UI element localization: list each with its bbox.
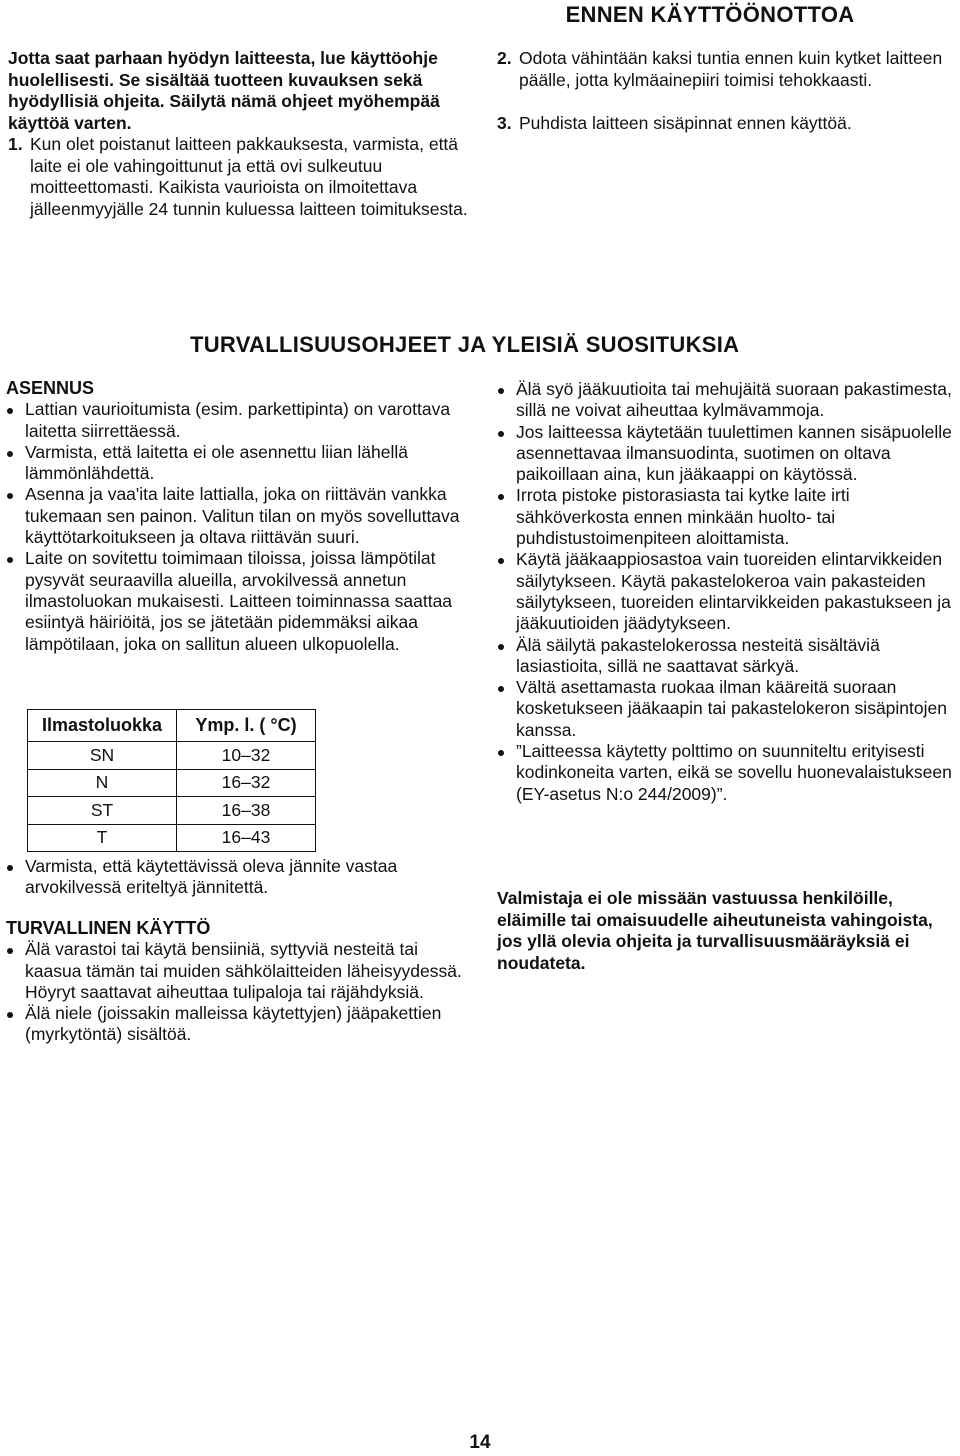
installation-section [6,378,468,655]
list-item [497,549,957,634]
table-row [28,769,316,797]
bullet-icon [498,558,504,564]
bullet-icon [498,494,504,500]
bullet-icon [498,686,504,692]
list-item [497,422,957,486]
step-number: 3. [497,113,512,133]
table-cell: 16–32 [177,769,316,797]
bullet-icon [7,1012,13,1018]
step-3 [497,113,957,137]
bullet-icon [498,388,504,394]
table-header-row [28,710,316,742]
list-item [497,741,957,805]
table-cell: N [28,769,177,797]
list-item-text: Jos laitteessa käytetään tuulettimen kannen sisäpuolelle asennettavaa ilmansuodinta, suotimen on oltava paikoillaan aina, kun jääkaappi on käytössä. [516,421,952,485]
intro-text: Jotta saat parhaan hyödyn laitteesta, lue käyttöohje huolellisesti. Se sisältää tuotteen kuvauksen sekä hyödyllisiä ohjeita. Säilytä nämä ohjeet myöhempää käyttöä varten. [8,48,440,133]
table-cell: ST [28,797,177,825]
table-cell: 16–43 [177,824,316,852]
page-heading: ENNEN KÄYTTÖÖNOTTOA [565,2,855,27]
voltage-note [6,856,468,899]
list-item-text: Käytä jääkaappiosastoa vain tuoreiden elintarvikkeiden säilytykseen. Käytä pakastelokeroa vain pakasteiden säilytykseen, tuoreiden elintarvikkeiden pakastukseen ja jääkuutioiden jäädytykseen. [516,549,951,634]
list-item [6,484,468,548]
recommendations-list [497,379,957,805]
page-number: 14 [469,1432,491,1453]
safe-use-list [6,939,468,1045]
list-item [6,1003,468,1046]
column-header: Ilmastoluokka [28,710,177,742]
list-item-text: Älä säilytä pakastelokerossa nesteitä sisältäviä lasiastioita, sillä ne saattavat särkyä. [516,634,880,676]
list-item [497,379,957,422]
safe-use-section [6,918,468,1046]
bullet-icon [7,451,13,457]
step-text: Kun olet poistanut laitteen pakkauksesta, varmista, että laite ei ole vahingoittunut ja että ovi sulkeutuu moitteettomasti. Kaikista vaurioista on ilmoitettava jälleenmyyjälle 24 tunnin kuluessa laitteen toimituksesta. [30,134,468,219]
voltage-list [6,856,468,899]
section-title: TURVALLISUUSOHJEET JA YLEISIÄ SUOSITUKSIA [190,332,740,357]
disclaimer: Valmistaja ei ole missään vastuussa henkilöille, eläimille tai omaisuudelle aiheutuneista vahingoista, jos yllä olevia ohjeita ja turvallisuusmääräyksiä ei noudateta. [497,888,933,973]
list-item-text: Vältä asettamasta ruokaa ilman kääreitä suoraan kosketukseen jääkaapin tai pakastelokeron sisäpintojen kanssa. [516,677,947,740]
list-item-text: ”Laitteessa käytetty polttimo on suunniteltu erityisesti kodinkoneita varten, eikä se sovellu huonevalaistukseen (EY-asetus N:o 244/2009)”. [516,741,952,804]
list-item-text: Lattian vaurioitumista (esim. parkettipinta) on varottava laitetta siirrettäessä. [25,399,451,441]
installation-list [6,399,468,655]
list-item [497,677,957,741]
list-item [6,939,468,1003]
step-text: Puhdista laitteen sisäpinnat ennen käyttöä. [519,113,852,133]
bullet-icon [7,557,13,563]
table-row [28,797,316,825]
list-item [6,548,468,654]
table-cell: 10–32 [177,742,316,770]
safe-use-heading: TURVALLINEN KÄYTTÖ [6,918,211,938]
table-cell: T [28,824,177,852]
installation-heading: ASENNUS [6,378,95,398]
list-item [497,635,957,678]
list-item [6,856,468,899]
climate-class-table [27,709,316,852]
bullet-icon [7,408,13,414]
bullet-icon [7,948,13,954]
table-cell: SN [28,742,177,770]
bullet-icon [498,644,504,650]
list-item-text: Älä syö jääkuutioita tai mehujäitä suoraan pakastimesta, sillä ne voivat aiheuttaa kylmävammoja. [516,379,952,421]
list-item-text: Älä niele (joissakin malleissa käytettyjen) jääpakettien (myrkytöntä) sisältöä. [25,1003,442,1045]
step-2 [497,48,957,118]
bullet-icon [7,493,13,499]
list-item-text: Asenna ja vaa'ita laite lattialla, joka on riittävän vankka tukemaan sen painon. Valitun tilan on myös sovelluttava käyttötarkoitukseen ja oltava riittävän suuri. [25,484,460,548]
table-cell: 16–38 [177,797,316,825]
step-number: 2. [497,48,512,68]
general-recommendations [497,379,957,805]
bullet-icon [498,431,504,437]
step-text: Odota vähintään kaksi tuntia ennen kuin kytket laitteen päälle, jotta kylmäainepiiri toimisi tehokkaasti. [519,48,943,90]
list-item-text: Irrota pistoke pistorasiasta tai kytke laite irti sähköverkosta ennen minkään huolto- tai puhdistustoimenpiteen aloittamista. [516,485,850,549]
table-row [28,824,316,852]
list-item [497,485,957,549]
bullet-icon [7,865,13,871]
list-item-text: Älä varastoi tai käytä bensiiniä, syttyviä nesteitä tai kaasua tämän tai muiden sähkölaitteiden läheisyydessä. Höyryt saattavat aiheuttaa tulipaloja tai räjähdyksiä. [25,939,462,1002]
table-row [28,742,316,770]
list-item-text: Laite on sovitettu toimimaan tiloissa, joissa lämpötilat pysyvät seuraavilla alueilla, arvokilvessä annetun ilmastoluokan mukaisesti. Laitteen toiminnassa saattaa esiintyä häiriöitä, jos se jätetään pidemmäksi aikaa lämpötilaan, joka on sallitun alueen ulkopuolella. [25,548,453,654]
list-item-text: Varmista, että laitetta ei ole asennettu liian lähellä lämmönlähdettä. [25,441,408,484]
bullet-icon [498,750,504,756]
step-number: 1. [8,134,23,154]
list-item [6,399,468,442]
column-header: Ymp. l. ( °C) [177,710,316,742]
step-1 [8,134,470,244]
list-item-text: Varmista, että käytettävissä oleva jännite vastaa arvokilvessä eriteltyä jännitettä. [25,856,398,898]
list-item [6,442,468,485]
